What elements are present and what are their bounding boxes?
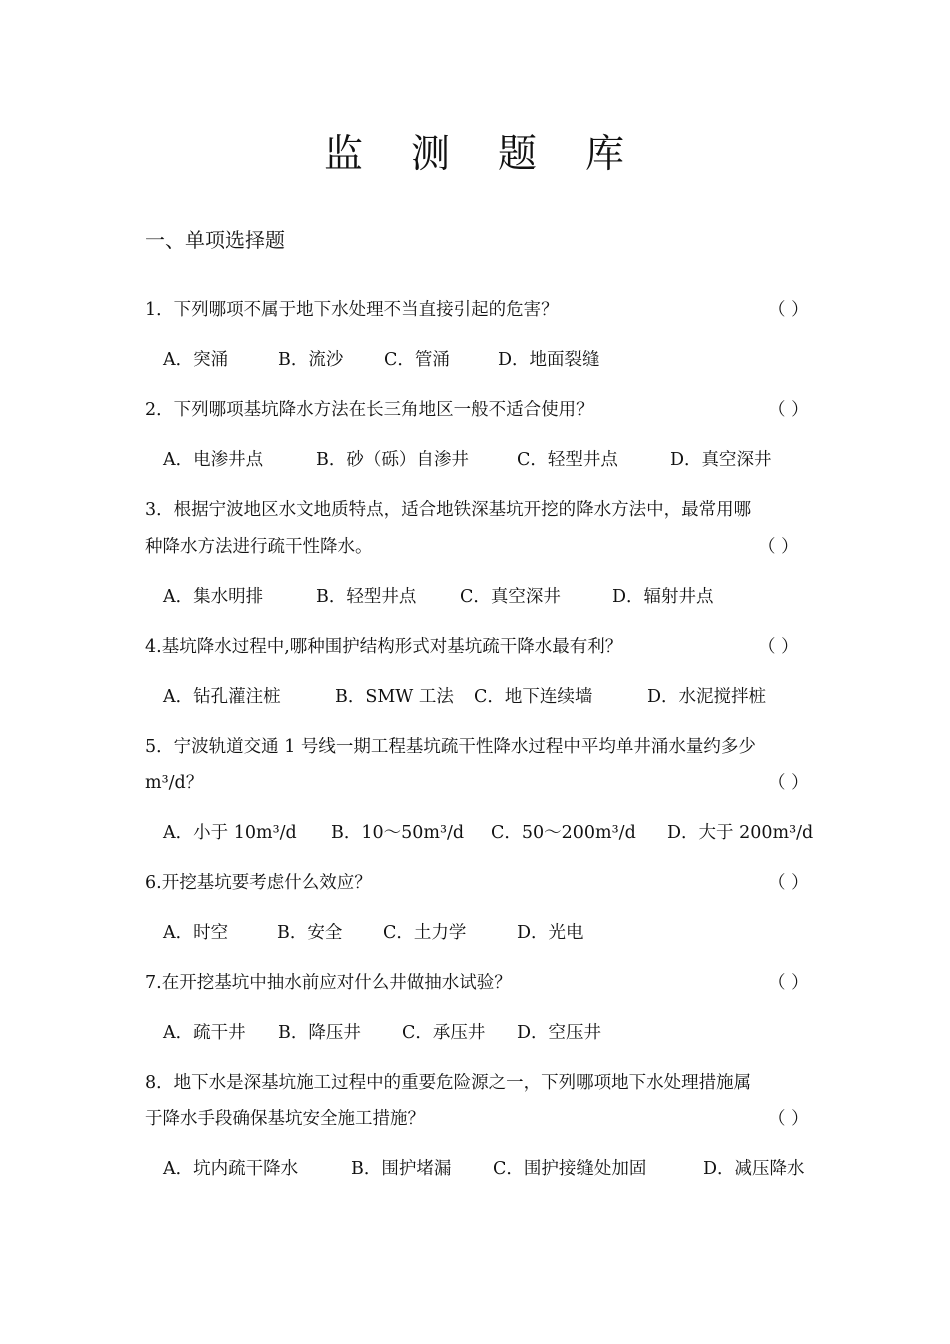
title-char: 库 [585, 132, 627, 177]
question-2-text: 2．下列哪项基坑降水方法在长三角地区一般不适合使用？ [145, 400, 594, 420]
section-heading: 一、单项选择题 [145, 228, 285, 252]
q8-option-a: A．坑内疏干降水 [163, 1159, 299, 1179]
question-6-text: 6.开挖基坑要考虑什么效应？ [145, 873, 372, 893]
q1-option-a: A．突涌 [163, 350, 229, 370]
question-3-text-line-1: 3．根据宁波地区水文地质特点，适合地铁深基坑开挖的降水方法中，最常用哪 [145, 500, 752, 520]
q5-option-c: C．50～200m³/d [491, 823, 636, 843]
q4-option-c: C．地下连续墙 [474, 687, 593, 707]
question-1-text: 1．下列哪项不属于地下水处理不当直接引起的危害？ [145, 300, 559, 320]
question-8-text-line-1: 8．地下水是深基坑施工过程中的重要危险源之一，下列哪项地下水处理措施属 [145, 1073, 752, 1093]
q5-option-b: B．10～50m³/d [331, 823, 465, 843]
q7-option-d: D．空压井 [517, 1023, 602, 1043]
q2-option-d: D．真空深井 [670, 450, 772, 470]
q1-option-c: C．管涌 [384, 350, 450, 370]
q6-option-a: A．时空 [163, 923, 229, 943]
q5-option-a: A．小于 10m³/d [163, 823, 297, 843]
question-5-text-line-1: 5．宁波轨道交通 1 号线一期工程基坑疏干性降水过程中平均单井涌水量约多少 [145, 737, 756, 757]
q7-option-b: B．降压井 [278, 1023, 361, 1043]
question-7-text: 7.在开挖基坑中抽水前应对什么井做抽水试验？ [145, 973, 512, 993]
answer-blank-1: （ ） [768, 300, 809, 320]
answer-blank-6: （ ） [768, 873, 809, 893]
answer-blank-2: （ ） [768, 400, 809, 420]
q1-option-b: B．流沙 [278, 350, 344, 370]
q3-option-c: C．真空深井 [460, 587, 561, 607]
q3-option-d: D．辐射井点 [612, 587, 714, 607]
q8-option-d: D．减压降水 [703, 1159, 805, 1179]
question-4-text: 4.基坑降水过程中,哪种围护结构形式对基坑疏干降水最有利？ [145, 637, 623, 657]
q2-option-a: A．电渗井点 [163, 450, 264, 470]
answer-blank-5: （ ） [768, 773, 809, 793]
q6-option-d: D．光电 [517, 923, 584, 943]
answer-blank-8: （ ） [768, 1109, 809, 1129]
q1-option-d: D．地面裂缝 [498, 350, 600, 370]
q5-option-d: D．大于 200m³/d [667, 823, 814, 843]
q3-option-a: A．集水明排 [163, 587, 264, 607]
q6-option-c: C．土力学 [383, 923, 467, 943]
page-title [0, 123, 950, 179]
question-8-text-line-2: 于降水手段确保基坑安全施工措施？ [145, 1109, 425, 1129]
answer-blank-7: （ ） [768, 973, 809, 993]
title-char: 题 [498, 132, 540, 177]
question-3-text-line-2: 种降水方法进行疏干性降水。 [145, 537, 373, 557]
title-char: 监 [323, 132, 365, 177]
q4-option-b: B．SMW 工法 [335, 687, 454, 707]
q2-option-c: C．轻型井点 [517, 450, 618, 470]
q7-option-c: C．承压井 [402, 1023, 486, 1043]
q8-option-b: B．围护堵漏 [351, 1159, 452, 1179]
q6-option-b: B．安全 [277, 923, 343, 943]
title-char: 测 [410, 132, 452, 177]
question-5-text-line-2: m³/d？ [145, 773, 204, 793]
answer-blank-4: （ ） [758, 637, 799, 657]
q8-option-c: C．围护接缝处加固 [493, 1159, 647, 1179]
q3-option-b: B．轻型井点 [316, 587, 417, 607]
q7-option-a: A．疏干井 [163, 1023, 246, 1043]
q2-option-b: B．砂（砾）自渗井 [316, 450, 469, 470]
q4-option-a: A．钻孔灌注桩 [163, 687, 281, 707]
q4-option-d: D．水泥搅拌桩 [647, 687, 767, 707]
answer-blank-3: （ ） [758, 537, 799, 557]
